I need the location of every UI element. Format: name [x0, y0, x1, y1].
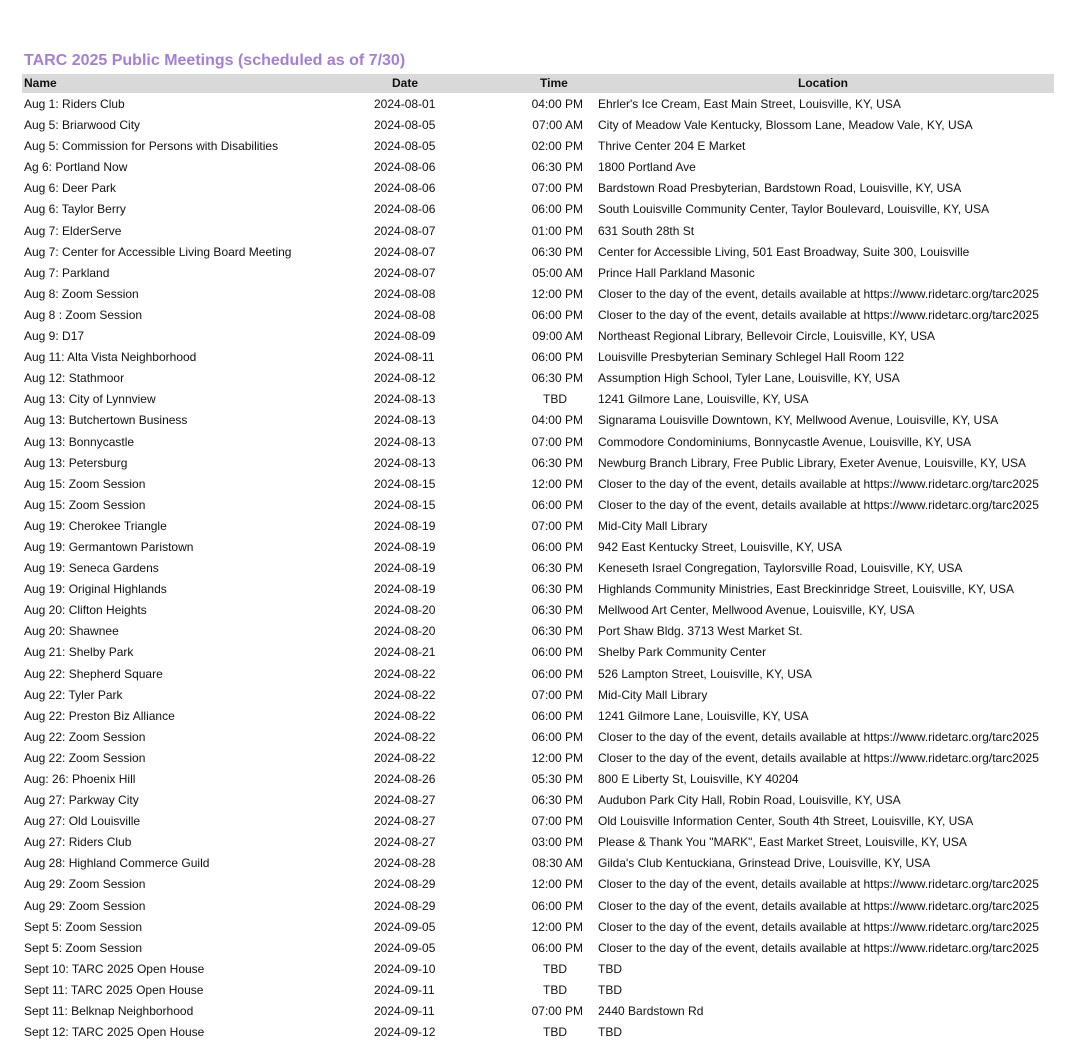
- cell-name: Aug 5: Commission for Persons with Disabilities: [24, 139, 279, 154]
- cell-name: Aug 1: Riders Club: [24, 97, 125, 111]
- cell-name: Sept 11: TARC 2025 Open House: [24, 982, 204, 997]
- cell-time: 07:00 PM: [531, 434, 583, 449]
- table-row: [0, 643, 1069, 664]
- table-row: [0, 517, 1069, 538]
- cell-time: 07:00 PM: [531, 687, 583, 702]
- table-row: [0, 1002, 1069, 1023]
- table-row: [0, 601, 1069, 622]
- cell-time: 06:30 PM: [531, 582, 583, 597]
- cell-date: 2024-08-19: [374, 582, 436, 597]
- cell-time: 06:00 PM: [531, 708, 583, 723]
- table-row: [0, 770, 1069, 791]
- cell-location: 1241 Gilmore Lane, Louisville, KY, USA: [598, 708, 809, 723]
- cell-location: Closer to the day of the event, details available at https://www.ridetarc.org/tarc2025: [598, 750, 1039, 765]
- cell-name: Aug 8: Zoom Session: [24, 286, 139, 301]
- cell-time: 12:00 PM: [531, 750, 583, 765]
- cell-time: TBD: [543, 1025, 567, 1040]
- table-row: [0, 475, 1069, 496]
- cell-date: 2024-08-07: [374, 244, 436, 259]
- cell-location: 1241 Gilmore Lane, Louisville, KY, USA: [598, 392, 809, 407]
- cell-location: Old Louisville Information Center, South 4th Street, Louisville, KY, USA: [598, 814, 974, 829]
- cell-name: Aug 22: Shepherd Square: [24, 666, 163, 681]
- cell-location: TBD: [598, 982, 622, 997]
- cell-date: 2024-08-13: [374, 413, 436, 428]
- cell-time: 06:00 PM: [531, 350, 583, 365]
- cell-location: Assumption High School, Tyler Lane, Louisville, KY, USA: [598, 371, 900, 386]
- table-row: [0, 728, 1069, 749]
- cell-date: 2024-08-09: [374, 329, 436, 344]
- cell-time: 02:00 PM: [531, 139, 583, 154]
- cell-date: 2024-08-15: [374, 476, 436, 491]
- cell-name: Sept 12: TARC 2025 Open House: [24, 1025, 205, 1040]
- cell-date: 2024-08-22: [374, 666, 436, 681]
- cell-date: 2024-08-15: [374, 497, 436, 512]
- cell-name: Aug 6: Taylor Berry: [24, 202, 126, 217]
- table-row: [0, 812, 1069, 833]
- cell-date: 2024-09-05: [374, 919, 436, 934]
- table-row: [0, 95, 1069, 116]
- cell-location: Keneseth Israel Congregation, Taylorsville Road, Louisville, KY, USA: [598, 561, 963, 576]
- cell-location: Ehrler's Ice Cream, East Main Street, Louisville, KY, USA: [598, 97, 901, 111]
- table-row: [0, 686, 1069, 707]
- cell-time: 06:00 PM: [531, 729, 583, 744]
- cell-name: Aug 20: Shawnee: [24, 624, 119, 639]
- table-row: [0, 665, 1069, 686]
- table-row: [0, 1023, 1069, 1044]
- meetings-table: [0, 95, 1069, 1044]
- cell-name: Aug 22: Zoom Session: [24, 729, 146, 744]
- cell-time: 04:00 PM: [531, 97, 583, 111]
- column-header-location: Location: [798, 76, 848, 90]
- cell-date: 2024-08-26: [374, 772, 436, 786]
- cell-date: 2024-08-07: [374, 265, 436, 280]
- cell-location: Center for Accessible Living, 501 East Broadway, Suite 300, Louisville: [598, 244, 970, 259]
- table-row: [0, 285, 1069, 306]
- table-row: [0, 411, 1069, 432]
- cell-time: 07:00 PM: [531, 1004, 583, 1019]
- cell-name: Aug 19: Germantown Paristown: [24, 539, 194, 554]
- cell-name: Aug 13: Butchertown Business: [24, 413, 188, 428]
- cell-date: 2024-09-11: [374, 1004, 435, 1019]
- cell-time: 07:00 AM: [532, 118, 583, 133]
- cell-name: Aug 13: Petersburg: [24, 455, 128, 470]
- table-row: [0, 897, 1069, 918]
- cell-location: Commodore Condominiums, Bonnycastle Avenue, Louisville, KY, USA: [598, 434, 972, 449]
- cell-location: Mellwood Art Center, Mellwood Avenue, Louisville, KY, USA: [598, 603, 915, 618]
- cell-time: 06:30 PM: [531, 561, 583, 576]
- table-row: [0, 116, 1069, 137]
- table-row: [0, 960, 1069, 981]
- cell-time: 03:00 PM: [531, 835, 583, 850]
- cell-date: 2024-08-21: [374, 645, 436, 660]
- cell-location: Thrive Center 204 E Market: [598, 139, 746, 154]
- cell-location: Closer to the day of the event, details available at https://www.ridetarc.org/tarc2025: [598, 898, 1039, 913]
- cell-location: Signarama Louisville Downtown, KY, Mellwood Avenue, Louisville, KY, USA: [598, 413, 999, 428]
- cell-name: Ag 6: Portland Now: [24, 160, 128, 175]
- cell-location: 800 E Liberty St, Louisville, KY 40204: [598, 772, 799, 786]
- cell-name: Aug 19: Seneca Gardens: [24, 561, 159, 576]
- cell-name: Aug 6: Deer Park: [24, 181, 117, 196]
- cell-time: 06:30 PM: [531, 371, 583, 386]
- cell-location: 942 East Kentucky Street, Louisville, KY, USA: [598, 539, 842, 554]
- cell-name: Aug 11: Alta Vista Neighborhood: [24, 350, 197, 365]
- cell-location: Closer to the day of the event, details available at https://www.ridetarc.org/tarc2025: [598, 877, 1039, 892]
- column-header-date: Date: [392, 76, 419, 90]
- cell-time: 06:00 PM: [531, 898, 583, 913]
- cell-name: Aug 13: City of Lynnview: [24, 392, 156, 407]
- cell-date: 2024-08-07: [374, 223, 436, 238]
- cell-location: Closer to the day of the event, details available at https://www.ridetarc.org/tarc2025: [598, 286, 1039, 301]
- cell-location: Shelby Park Community Center: [598, 645, 767, 660]
- cell-date: 2024-08-05: [374, 118, 436, 133]
- cell-name: Aug 13: Bonnycastle: [24, 434, 135, 449]
- table-row: [0, 433, 1069, 454]
- cell-date: 2024-08-27: [374, 835, 436, 850]
- cell-time: 06:00 PM: [531, 666, 583, 681]
- cell-time: TBD: [543, 982, 567, 997]
- table-row: [0, 200, 1069, 221]
- cell-date: 2024-08-29: [374, 898, 436, 913]
- cell-name: Aug: 26: Phoenix Hill: [24, 772, 136, 786]
- table-row: [0, 538, 1069, 559]
- cell-time: 06:00 PM: [531, 307, 583, 322]
- table-row: [0, 179, 1069, 200]
- cell-time: 06:00 PM: [531, 202, 583, 217]
- cell-date: 2024-08-20: [374, 624, 436, 639]
- cell-name: Aug 29: Zoom Session: [24, 898, 146, 913]
- cell-date: 2024-08-22: [374, 687, 436, 702]
- table-row: [0, 622, 1069, 643]
- cell-time: 06:00 PM: [531, 539, 583, 554]
- cell-date: 2024-08-27: [374, 793, 436, 808]
- cell-location: Newburg Branch Library, Free Public Library, Exeter Avenue, Louisville, KY, USA: [598, 455, 1026, 470]
- cell-location: Audubon Park City Hall, Robin Road, Louisville, KY, USA: [598, 793, 901, 808]
- cell-time: 07:00 PM: [531, 814, 583, 829]
- cell-date: 2024-08-22: [374, 708, 436, 723]
- cell-date: 2024-08-19: [374, 518, 436, 533]
- cell-date: 2024-08-08: [374, 286, 436, 301]
- cell-date: 2024-08-27: [374, 814, 436, 829]
- table-header: [22, 74, 1054, 93]
- cell-location: Port Shaw Bldg. 3713 West Market St.: [598, 624, 803, 639]
- cell-name: Aug 21: Shelby Park: [24, 645, 134, 660]
- cell-name: Aug 27: Riders Club: [24, 835, 132, 850]
- cell-time: 06:30 PM: [531, 793, 583, 808]
- cell-name: Sept 10: TARC 2025 Open House: [24, 961, 205, 976]
- cell-name: Aug 27: Old Louisville: [24, 814, 141, 829]
- cell-date: 2024-08-20: [374, 603, 436, 618]
- cell-time: 07:00 PM: [531, 518, 583, 533]
- cell-location: Closer to the day of the event, details available at https://www.ridetarc.org/tarc2025: [598, 919, 1039, 934]
- cell-name: Aug 19: Original Highlands: [24, 582, 167, 597]
- cell-time: 01:00 PM: [531, 223, 583, 238]
- cell-location: TBD: [598, 961, 622, 976]
- cell-location: Bardstown Road Presbyterian, Bardstown Road, Louisville, KY, USA: [598, 181, 962, 196]
- cell-location: Prince Hall Parkland Masonic: [598, 265, 755, 280]
- table-row: [0, 875, 1069, 896]
- cell-time: 06:00 PM: [531, 645, 583, 660]
- cell-name: Aug 9: D17: [24, 329, 85, 344]
- cell-name: Aug 15: Zoom Session: [24, 476, 146, 491]
- cell-time: 06:00 PM: [531, 497, 583, 512]
- cell-name: Aug 7: Center for Accessible Living Board Meeting: [24, 244, 292, 259]
- cell-time: 05:00 AM: [532, 265, 583, 280]
- cell-date: 2024-09-11: [374, 982, 435, 997]
- cell-location: 1800 Portland Ave: [598, 160, 696, 175]
- cell-location: Gilda's Club Kentuckiana, Grinstead Drive, Louisville, KY, USA: [598, 856, 931, 871]
- cell-date: 2024-08-12: [374, 371, 436, 386]
- column-header-time: Time: [540, 76, 568, 90]
- cell-time: 09:00 AM: [532, 329, 583, 344]
- cell-name: Aug 5: Briarwood City: [24, 118, 141, 133]
- cell-location: Highlands Community Ministries, East Breckinridge Street, Louisville, KY, USA: [598, 582, 1014, 597]
- table-row: [0, 981, 1069, 1002]
- cell-date: 2024-08-06: [374, 181, 436, 196]
- cell-name: Aug 22: Tyler Park: [24, 687, 123, 702]
- cell-date: 2024-08-29: [374, 877, 436, 892]
- cell-date: 2024-08-13: [374, 434, 436, 449]
- table-row: [0, 559, 1069, 580]
- cell-location: Northeast Regional Library, Bellevoir Circle, Louisville, KY, USA: [598, 329, 936, 344]
- cell-date: 2024-08-01: [374, 97, 436, 111]
- table-row: [0, 369, 1069, 390]
- cell-time: 06:30 PM: [531, 603, 583, 618]
- table-row: [0, 137, 1069, 158]
- cell-time: 07:00 PM: [531, 181, 583, 196]
- column-header-name: Name: [24, 76, 57, 90]
- cell-name: Aug 29: Zoom Session: [24, 877, 146, 892]
- cell-location: TBD: [598, 1025, 622, 1040]
- cell-date: 2024-08-08: [374, 307, 436, 322]
- table-row: [0, 918, 1069, 939]
- cell-name: Aug 12: Stathmoor: [24, 371, 125, 386]
- cell-date: 2024-08-19: [374, 539, 436, 554]
- cell-time: 06:30 PM: [531, 455, 583, 470]
- cell-location: Closer to the day of the event, details available at https://www.ridetarc.org/tarc2025: [598, 476, 1039, 491]
- cell-time: 08:30 AM: [532, 856, 583, 871]
- cell-location: Closer to the day of the event, details available at https://www.ridetarc.org/tarc2025: [598, 940, 1039, 955]
- table-row: [0, 264, 1069, 285]
- table-row: [0, 243, 1069, 264]
- cell-time: 12:00 PM: [531, 919, 583, 934]
- cell-date: 2024-08-06: [374, 202, 436, 217]
- table-row: [0, 158, 1069, 179]
- cell-time: 06:30 PM: [531, 160, 583, 175]
- table-row: [0, 707, 1069, 728]
- cell-date: 2024-08-13: [374, 392, 436, 407]
- table-row: [0, 348, 1069, 369]
- cell-location: South Louisville Community Center, Taylor Boulevard, Louisville, KY, USA: [598, 202, 990, 217]
- cell-date: 2024-09-05: [374, 940, 436, 955]
- cell-location: Closer to the day of the event, details available at https://www.ridetarc.org/tarc2025: [598, 307, 1039, 322]
- table-row: [0, 939, 1069, 960]
- table-row: [0, 390, 1069, 411]
- cell-location: Louisville Presbyterian Seminary Schlegel Hall Room 122: [598, 350, 905, 365]
- cell-date: 2024-08-13: [374, 455, 436, 470]
- cell-date: 2024-08-06: [374, 160, 436, 175]
- cell-location: Mid-City Mall Library: [598, 687, 708, 702]
- cell-name: Sept 11: Belknap Neighborhood: [24, 1004, 194, 1019]
- cell-name: Aug 7: ElderServe: [24, 223, 122, 238]
- cell-name: Sept 5: Zoom Session: [24, 919, 143, 934]
- cell-location: Closer to the day of the event, details available at https://www.ridetarc.org/tarc2025: [598, 497, 1039, 512]
- table-row: [0, 791, 1069, 812]
- cell-name: Sept 5: Zoom Session: [24, 940, 143, 955]
- table-row: [0, 580, 1069, 601]
- cell-date: 2024-08-22: [374, 729, 436, 744]
- cell-location: 631 South 28th St: [598, 223, 695, 238]
- table-row: [0, 327, 1069, 348]
- cell-location: City of Meadow Vale Kentucky, Blossom Lane, Meadow Vale, KY, USA: [598, 118, 973, 133]
- cell-name: Aug 19: Cherokee Triangle: [24, 518, 167, 533]
- cell-time: 12:00 PM: [531, 476, 583, 491]
- cell-time: 12:00 PM: [531, 877, 583, 892]
- cell-date: 2024-08-11: [374, 350, 435, 365]
- cell-date: 2024-08-19: [374, 561, 436, 576]
- cell-name: Aug 7: Parkland: [24, 265, 110, 280]
- page-title: TARC 2025 Public Meetings (scheduled as of 7/30): [24, 52, 406, 69]
- cell-date: 2024-08-05: [374, 139, 436, 154]
- cell-time: TBD: [543, 392, 567, 407]
- cell-name: Aug 28: Highland Commerce Guild: [24, 856, 210, 871]
- cell-date: 2024-08-22: [374, 750, 436, 765]
- cell-time: 06:00 PM: [531, 940, 583, 955]
- cell-location: 2440 Bardstown Rd: [598, 1004, 704, 1019]
- table-row: [0, 454, 1069, 475]
- cell-location: 526 Lampton Street, Louisville, KY, USA: [598, 666, 812, 681]
- table-row: [0, 854, 1069, 875]
- table-row: [0, 749, 1069, 770]
- table-row: [0, 496, 1069, 517]
- cell-time: 06:30 PM: [531, 244, 583, 259]
- cell-name: Aug 27: Parkway City: [24, 793, 139, 808]
- cell-name: Aug 8 : Zoom Session: [24, 307, 143, 322]
- table-row: [0, 306, 1069, 327]
- cell-name: Aug 15: Zoom Session: [24, 497, 146, 512]
- cell-time: 04:00 PM: [531, 413, 583, 428]
- cell-name: Aug 22: Zoom Session: [24, 750, 146, 765]
- table-row: [0, 833, 1069, 854]
- cell-time: TBD: [543, 961, 567, 976]
- cell-time: 05:30 PM: [531, 772, 583, 786]
- cell-time: 06:30 PM: [531, 624, 583, 639]
- cell-location: Closer to the day of the event, details available at https://www.ridetarc.org/tarc2025: [598, 729, 1039, 744]
- cell-location: Please & Thank You "MARK", East Market Street, Louisville, KY, USA: [598, 835, 967, 850]
- cell-name: Aug 20: Clifton Heights: [24, 603, 147, 618]
- cell-date: 2024-09-12: [374, 1025, 436, 1040]
- table-row: [0, 222, 1069, 243]
- cell-location: Mid-City Mall Library: [598, 518, 708, 533]
- cell-date: 2024-08-28: [374, 856, 436, 871]
- cell-name: Aug 22: Preston Biz Alliance: [24, 708, 175, 723]
- cell-time: 12:00 PM: [531, 286, 583, 301]
- cell-date: 2024-09-10: [374, 961, 436, 976]
